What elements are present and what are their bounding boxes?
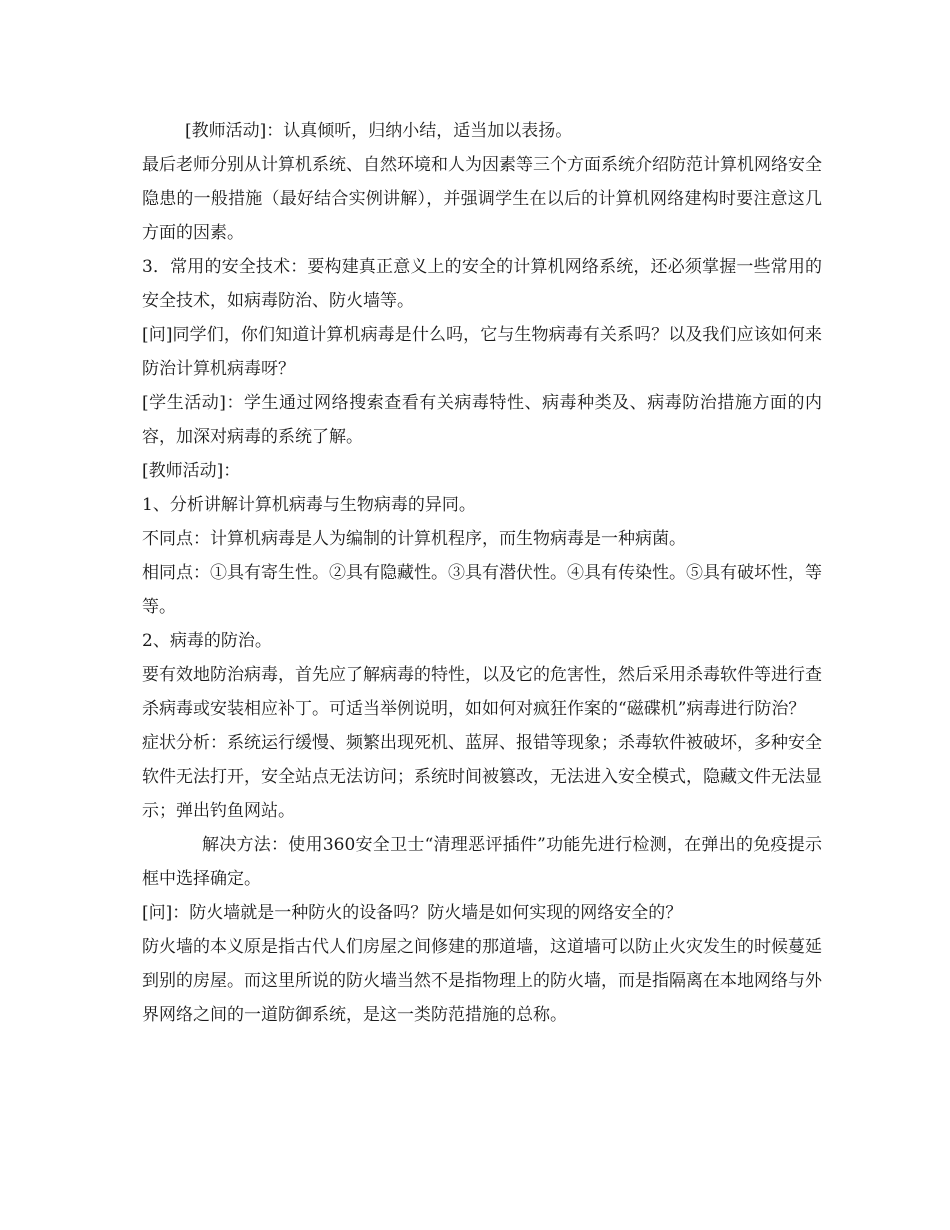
paragraph-security-measures: 最后老师分别从计算机系统、自然环境和人为因素等三个方面系统介绍防范计算机网络安全隐患的一般措施（最好结合实例讲解），并强调学生在以后的计算机网络建构时要注意这几方面的因素。 — [142, 155, 822, 243]
paragraph-student-activity: [学生活动]：学生通过网络搜索查看有关病毒特性、病毒种类及、病毒防治措施方面的内容，加深对病毒的系统了解。 — [142, 393, 822, 447]
paragraph-question-firewall: [问]：防火墙就是一种防火的设备吗？防火墙是如何实现的网络安全的？ — [142, 903, 683, 923]
paragraph-differences: 不同点：计算机病毒是人为编制的计算机程序，而生物病毒是一种病菌。 — [142, 529, 686, 549]
paragraph-common-techniques: 3．常用的安全技术：要构建真正意义上的安全的计算机网络系统，还必须掌握一些常用的安全技术，如病毒防治、防火墙等。 — [142, 257, 822, 311]
paragraph-similarities: 相同点：①具有寄生性。②具有隐藏性。③具有潜伏性。④具有传染性。⑤具有破坏性，等等。 — [142, 563, 822, 617]
paragraph-teacher-activity-2: [教师活动]： — [142, 461, 241, 481]
paragraph-solution: 解决方法：使用360安全卫士“清理恶评插件”功能先进行检测，在弹出的免疫提示框中选择确定。 — [142, 835, 822, 889]
document-body — [142, 114, 822, 1032]
paragraph-firewall-definition: 防火墙的本义原是指古代人们房屋之间修建的那道墙，这道墙可以防止火灾发生的时候蔓延到别的房屋。而这里所说的防火墙当然不是指物理上的防火墙，而是指隔离在本地网络与外界网络之间的一道防御系统，是这一类防范措施的总称。 — [142, 937, 822, 1025]
paragraph-item-2: 2、病毒的防治。 — [142, 631, 272, 651]
paragraph-prevention: 要有效地防治病毒，首先应了解病毒的特性，以及它的危害性，然后采用杀毒软件等进行查杀病毒或安装相应补丁。可适当举例说明，如如何对疯狂作案的“磁碟机”病毒进行防治？ — [142, 665, 822, 719]
paragraph-teacher-activity-1: [教师活动]：认真倾听，归纳小结，适当加以表扬。 — [185, 121, 573, 141]
paragraph-question-virus: [问]同学们，你们知道计算机病毒是什么吗，它与生物病毒有关系吗？以及我们应该如何来防治计算机病毒呀？ — [142, 325, 822, 379]
paragraph-symptoms: 症状分析：系统运行缓慢、频繁出现死机、蓝屏、报错等现象；杀毒软件被破坏，多种安全软件无法打开，安全站点无法访问；系统时间被篡改，无法进入安全模式，隐藏文件无法显示；弹出钓鱼网站。 — [142, 733, 822, 821]
paragraph-item-1: 1、分析讲解计算机病毒与生物病毒的异同。 — [142, 495, 476, 515]
